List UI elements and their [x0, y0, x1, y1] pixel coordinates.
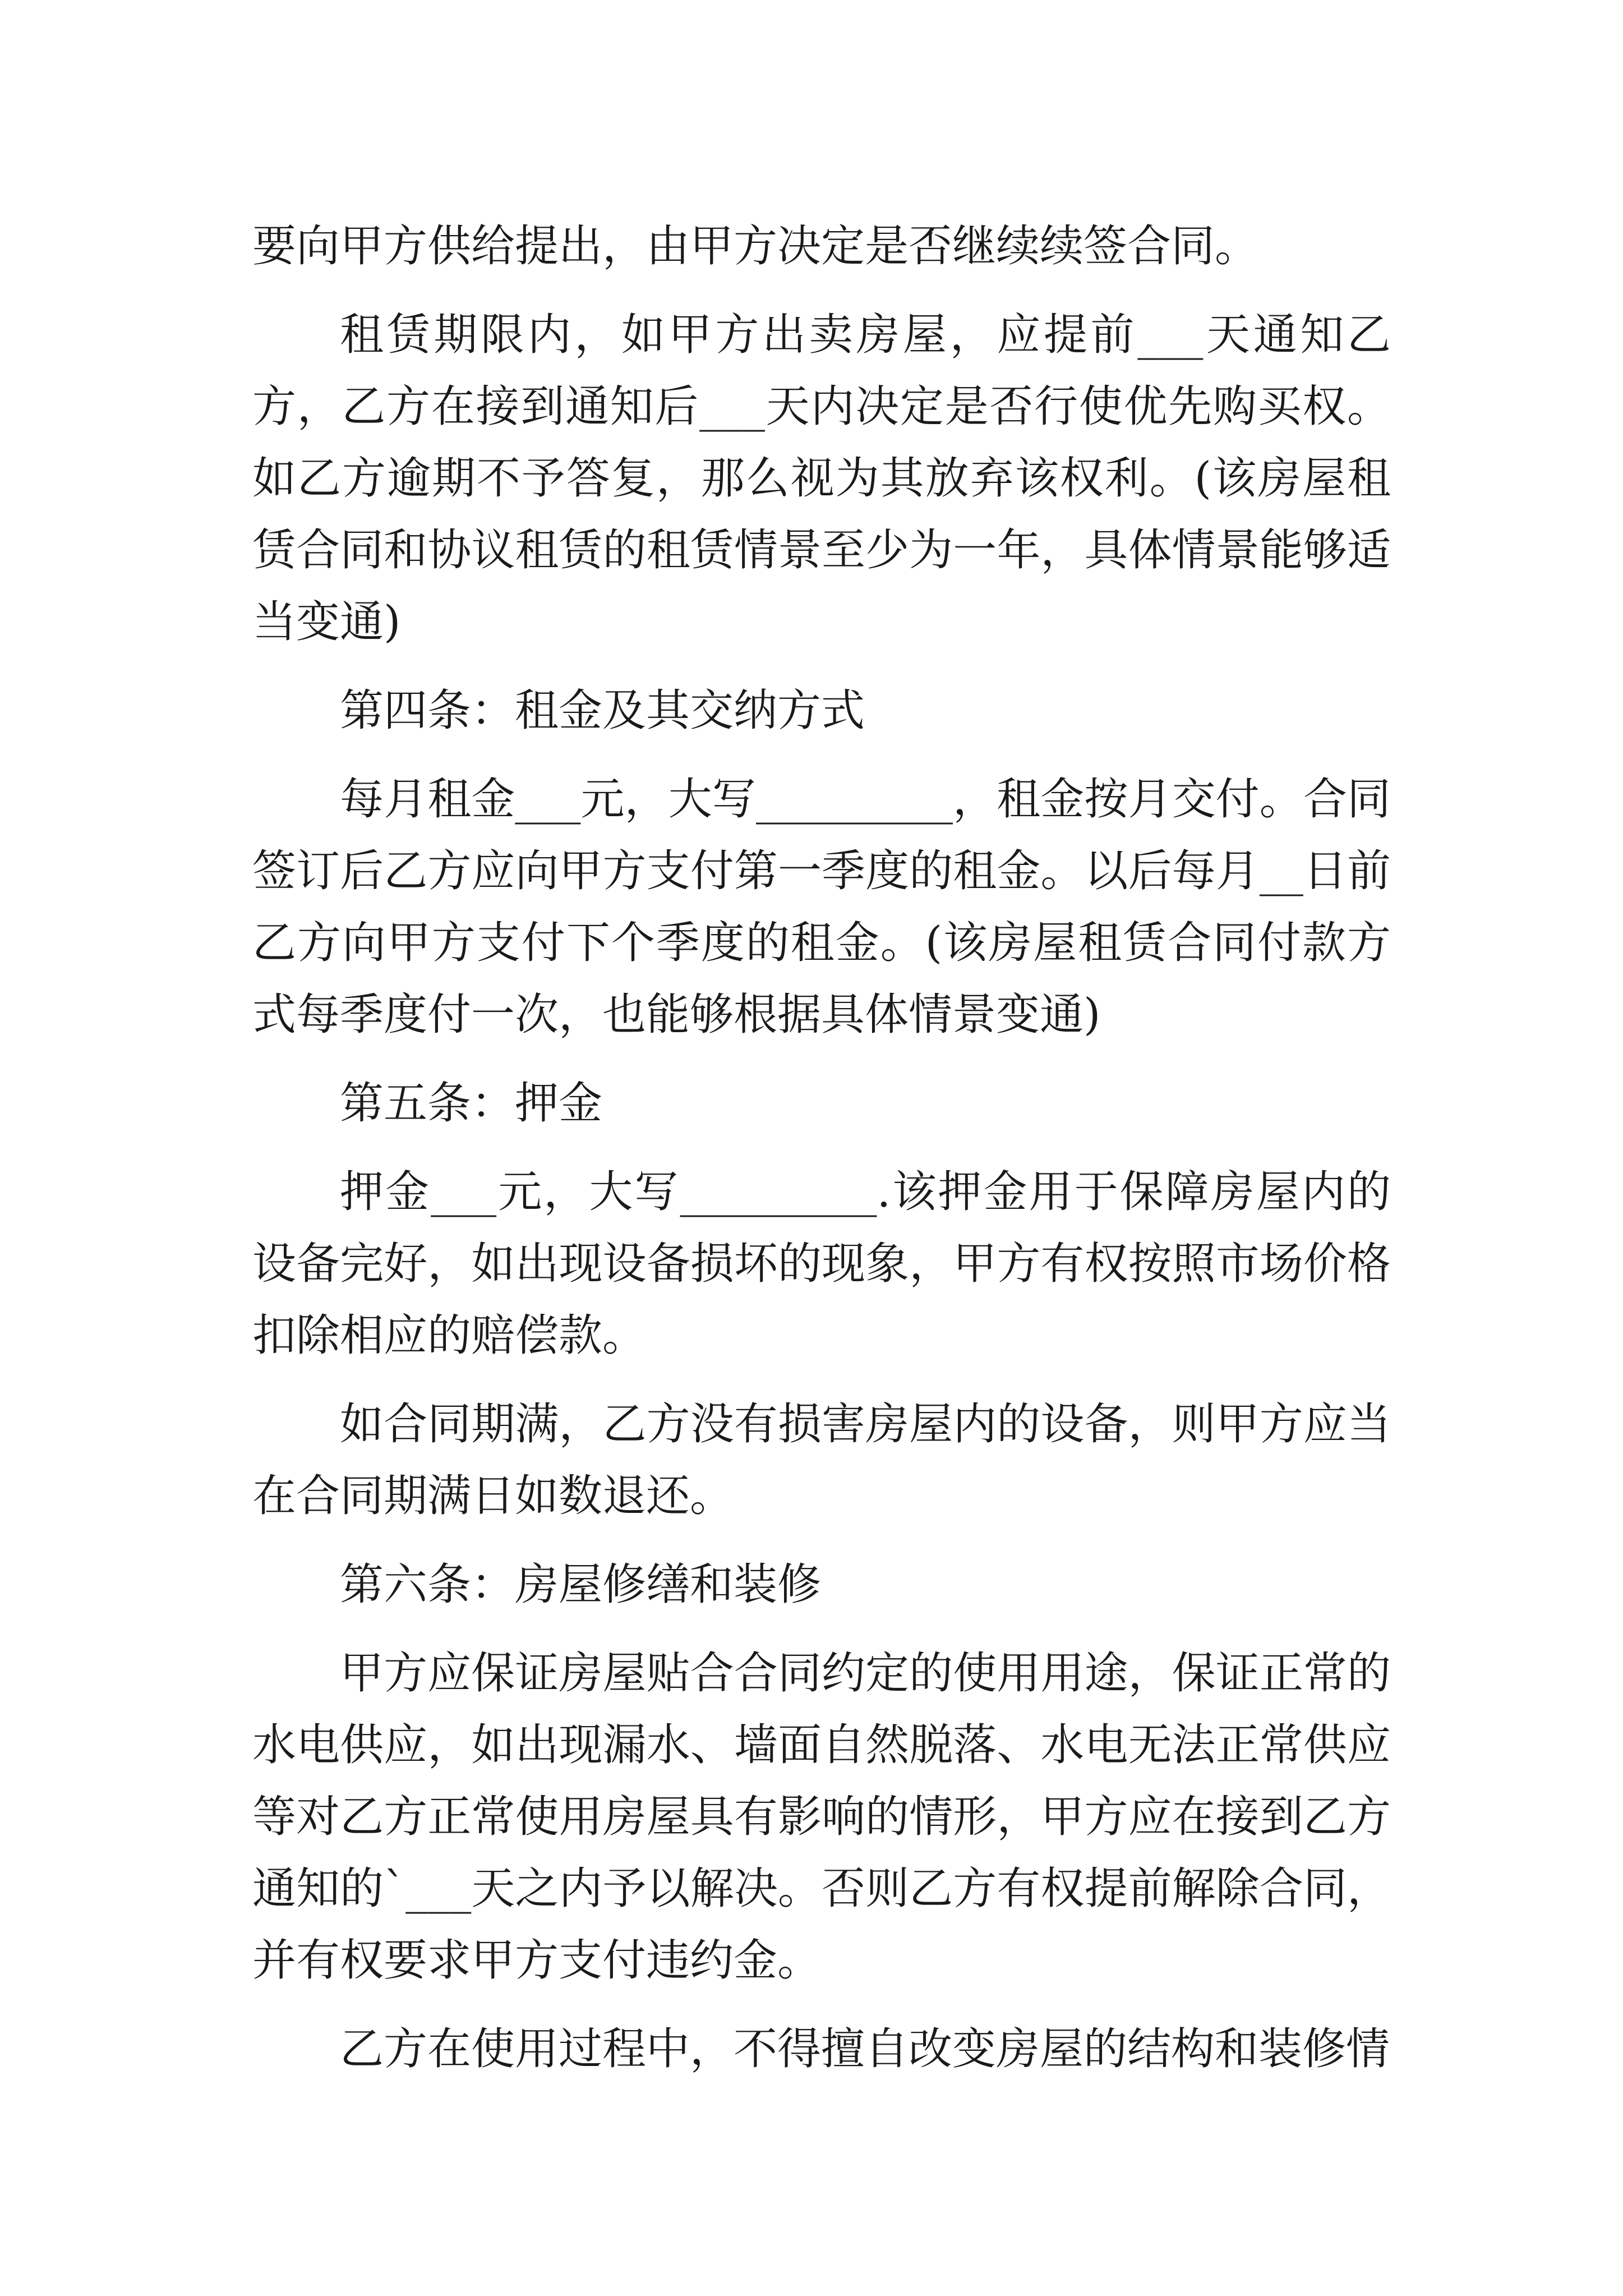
article-6-heading: 第六条：房屋修缮和装修 [340, 1559, 822, 1610]
paragraph-rent-payment: 每月租金___元，大写_________，租金按月交付。合同签订后乙方应向甲方支付第一季度的租金。以后每月__日前乙方向甲方支付下个季度的租金。(该房屋租赁合同付款方式每季度付一次，也能够根据具体情景变通) [252, 774, 1391, 1040]
article-5-heading: 第五条：押金 [340, 1078, 603, 1129]
paragraph-deposit-refund: 如合同期满，乙方没有损害房屋内的设备，则甲方应当在合同期满日如数退还。 [252, 1399, 1391, 1521]
paragraph-repair-obligation: 甲方应保证房屋贴合合同约定的使用用途，保证正常的水电供应，如出现漏水、墙面自然脱落、水电无法正常供应等对乙方正常使用房屋具有影响的情形，甲方应在接到乙方通知的`___天之内予以解决。否则乙方有权提前解除合同，并有权要求甲方支付违约金。 [252, 1648, 1391, 1986]
paragraph-sale-notice: 租赁期限内，如甲方出卖房屋，应提前___天通知乙方，乙方在接到通知后___天内决定是否行使优先购买权。如乙方逾期不予答复，那么视为其放弃该权利。(该房屋租赁合同和协议租赁的租赁情景至少为一年，具体情景能够适当变通) [252, 310, 1391, 647]
document-body [252, 210, 1391, 2102]
paragraph-tenant-use: 乙方在使用过程中，不得擅自改变房屋的结构和装修情 [340, 2024, 1390, 2074]
article-4-heading: 第四条：租金及其交纳方式 [340, 685, 865, 736]
paragraph-deposit: 押金___元，大写_________.该押金用于保障房屋内的设备完好，如出现设备损坏的现象，甲方有权按照市场价格扣除相应的赔偿款。 [252, 1167, 1391, 1361]
paragraph-continuation: 要向甲方供给提出，由甲方决定是否继续续签合同。 [252, 221, 1259, 272]
